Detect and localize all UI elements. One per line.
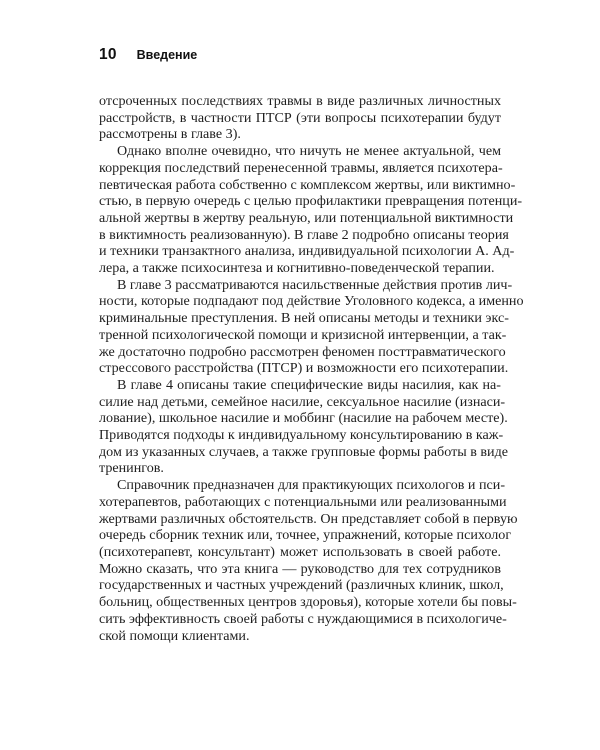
text-line: коррекция последствий перенесенной травмы, является психотера- bbox=[99, 159, 503, 176]
body-text bbox=[99, 93, 524, 644]
text-line: певтическая работа собственно с комплексом жертвы, или виктимно- bbox=[99, 176, 516, 193]
paragraph bbox=[99, 143, 523, 277]
text-line: рассмотрены в главе 3). bbox=[99, 126, 241, 143]
text-line: ности, которые подпадают под действие Уголовного кодекса, а именно bbox=[99, 293, 524, 310]
text-line: тренной психологической помощи и кризисной интервенции, а так- bbox=[99, 326, 507, 343]
text-line: дом из указанных случаев, а также групповые формы работы в виде bbox=[99, 443, 509, 460]
paragraph bbox=[99, 93, 501, 143]
text-line: отсроченных последствиях травмы в виде различных личностных bbox=[99, 93, 501, 109]
text-line: (психотерапевт, консультант) может использовать в своей работе. bbox=[99, 543, 501, 560]
text-line: стрессового расстройства (ПТСР) и возможности его психотерапии. bbox=[99, 360, 509, 377]
running-header bbox=[99, 46, 197, 64]
text-line: альной жертвы в жертву реальную, или потенциальной виктимности bbox=[99, 209, 514, 226]
text-line: хотерапевтов, работающих с потенциальными или реализованными bbox=[99, 493, 507, 510]
text-line: государственных и частных учреждений (различных клиник, школ, bbox=[99, 577, 504, 594]
text-line: Справочник предназначен для практикующих психологов и пси- bbox=[117, 477, 506, 494]
paragraph bbox=[99, 477, 518, 644]
text-line: и техники транзактного анализа, индивидуальной психологии А. Ад- bbox=[99, 243, 515, 260]
text-line: тренингов. bbox=[99, 460, 164, 477]
text-line: стью, в первую очередь с целью профилактики превращения потенци- bbox=[99, 193, 523, 210]
text-line: ской помощи клиентами. bbox=[99, 627, 250, 644]
text-line: расстройств, в частности ПТСР (эти вопросы психотерапии будут bbox=[99, 109, 501, 126]
text-line: лование), школьное насилие и моббинг (насилие на рабочем месте). bbox=[99, 410, 508, 427]
text-line: в виктимность реализованную). В главе 2 подробно описаны теория bbox=[99, 226, 509, 243]
text-line: В главе 4 описаны такие специфические виды насилия, как на- bbox=[117, 376, 501, 393]
text-line: же достаточно подробно рассмотрен феномен посттравматического bbox=[99, 343, 506, 360]
text-line: жертвами различных обстоятельств. Он представляет собой в первую bbox=[99, 510, 518, 527]
text-line: Однако вполне очевидно, что ничуть не менее актуальной, чем bbox=[117, 143, 501, 160]
text-line: лера, а также психосинтеза и когнитивно-поведенческой терапии. bbox=[99, 260, 495, 277]
text-line: больниц, общественных центров здоровья), которые хотели бы повы- bbox=[99, 594, 517, 611]
section-title: Введение bbox=[136, 48, 198, 62]
text-line: В главе 3 рассматриваются насильственные действия против лич- bbox=[117, 276, 513, 293]
text-line: сить эффективность своей работы с нуждающимися в психологиче- bbox=[99, 610, 507, 627]
text-line: силие над детьми, семейное насилие, сексуальное насилие (изнаси- bbox=[99, 393, 506, 410]
text-line: очередь сборник техник или, точнее, упражнений, которые психолог bbox=[99, 527, 512, 544]
page-number: 10 bbox=[99, 46, 117, 63]
text-line: Можно сказать, что эта книга — руководство для тех сотрудников bbox=[99, 560, 501, 577]
text-line: криминальные преступления. В ней описаны методы и техники экс- bbox=[99, 310, 509, 327]
paragraph bbox=[99, 376, 509, 477]
paragraph bbox=[99, 276, 524, 377]
text-line: Приводятся подходы к индивидуальному консультированию в каж- bbox=[99, 427, 504, 444]
